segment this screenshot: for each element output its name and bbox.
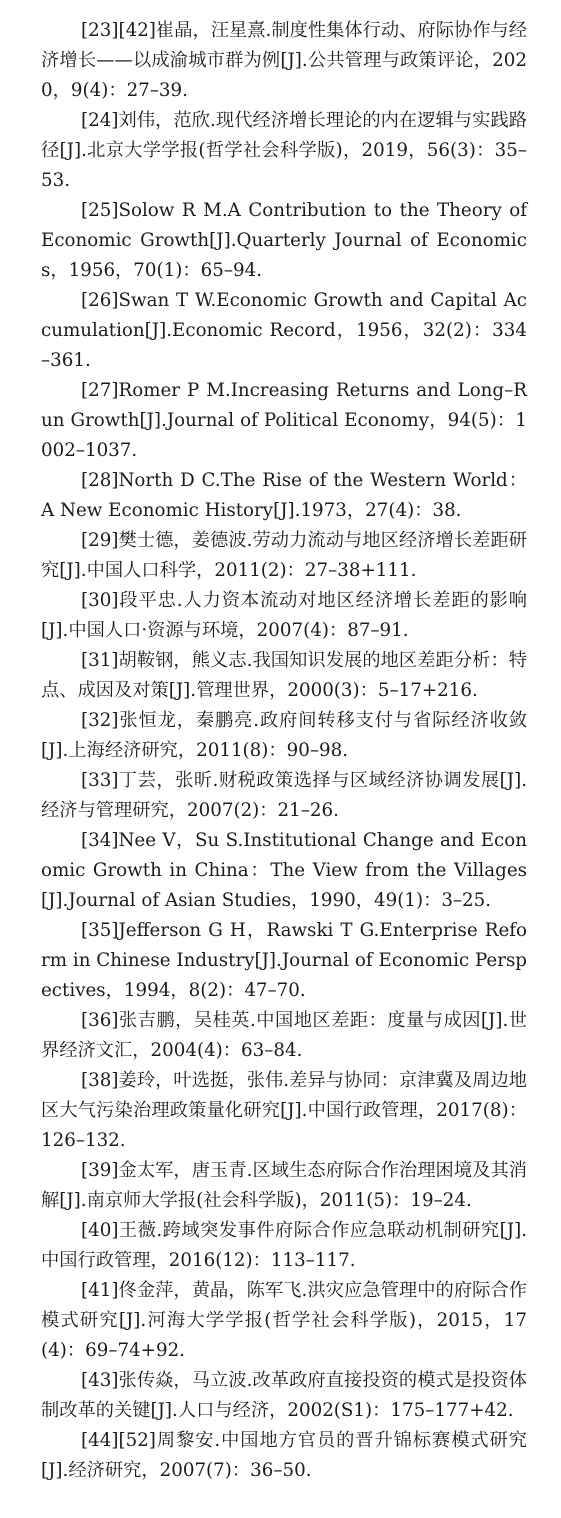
reference-entry: [29]樊士德，姜德波.劳动力流动与地区经济增长差距研究[J].中国人口科学，2011(2)：27–38+111. [41, 530, 527, 581]
reference-entry: [41]佟金萍，黄晶，陈军飞.洪灾应急管理中的府际合作模式研究[J].河海大学学报(哲学社会科学版)，2015，17(4)：69–74+92. [41, 1280, 527, 1361]
reference-entry: [36]张吉鹏，吴桂英.中国地区差距：度量与成因[J].世界经济文汇，2004(4)：63–84. [41, 1010, 527, 1061]
reference-entry: [35]Jefferson G H，Rawski T G.Enterprise Reform in Chinese Industry[J].Journal of Economic Perspectives，1994，8(2)：47–70. [41, 920, 527, 1001]
reference-entry: [31]胡鞍钢，熊义志.我国知识发展的地区差距分析：特点、成因及对策[J].管理世界，2000(3)：5–17+216. [41, 650, 527, 701]
reference-entry: [39]金太军，唐玉青.区域生态府际合作治理困境及其消解[J].南京师大学报(社会科学版)，2011(5)：19–24. [41, 1160, 527, 1211]
reference-entry: [28]North D C.The Rise of the Western World：A New Economic History[J].1973，27(4)：38. [41, 470, 527, 521]
reference-entry: [43]张传焱，马立波.改革政府直接投资的模式是投资体制改革的关键[J].人口与经济，2002(S1)：175–177+42. [41, 1370, 527, 1421]
reference-entry: [26]Swan T W.Economic Growth and Capital Accumulation[J].Economic Record，1956，32(2)：334–361. [41, 290, 527, 371]
reference-entry: [44][52]周黎安.中国地方官员的晋升锦标赛模式研究[J].经济研究，2007(7)：36–50. [41, 1430, 527, 1481]
reference-list [41, 16, 527, 1486]
reference-entry: [33]丁芸，张昕.财税政策选择与区域经济协调发展[J].经济与管理研究，2007(2)：21–26. [41, 770, 527, 821]
reference-entry: [24]刘伟，范欣.现代经济增长理论的内在逻辑与实践路径[J].北京大学学报(哲学社会科学版)，2019，56(3)：35–53. [41, 110, 527, 191]
reference-entry: [30]段平忠.人力资本流动对地区经济增长差距的影响[J].中国人口·资源与环境，2007(4)：87–91. [41, 590, 527, 641]
reference-entry: [25]Solow R M.A Contribution to the Theory of Economic Growth[J].Quarterly Journal of Economics，1956，70(1)：65–94. [41, 200, 527, 281]
reference-entry: [38]姜玲，叶选挺，张伟.差异与协同：京津冀及周边地区大气污染治理政策量化研究[J].中国行政管理，2017(8)：126–132. [41, 1070, 527, 1151]
reference-entry: [34]Nee V，Su S.Institutional Change and Economic Growth in China：The View from the Villages[J].Journal of Asian Studies，1990，49(1)：3–25. [41, 830, 527, 911]
reference-entry: [23][42]崔晶，汪星熹.制度性集体行动、府际协作与经济增长——以成渝城市群为例[J].公共管理与政策评论，2020，9(4)：27–39. [41, 20, 527, 101]
reference-entry: [32]张恒龙，秦鹏亮.政府间转移支付与省际经济收敛[J].上海经济研究，2011(8)：90–98. [41, 710, 527, 761]
reference-entry: [27]Romer P M.Increasing Returns and Long–Run Growth[J].Journal of Political Economy，94(5)：1002–1037. [41, 380, 527, 461]
reference-entry: [40]王薇.跨域突发事件府际合作应急联动机制研究[J].中国行政管理，2016(12)：113–117. [41, 1220, 527, 1271]
